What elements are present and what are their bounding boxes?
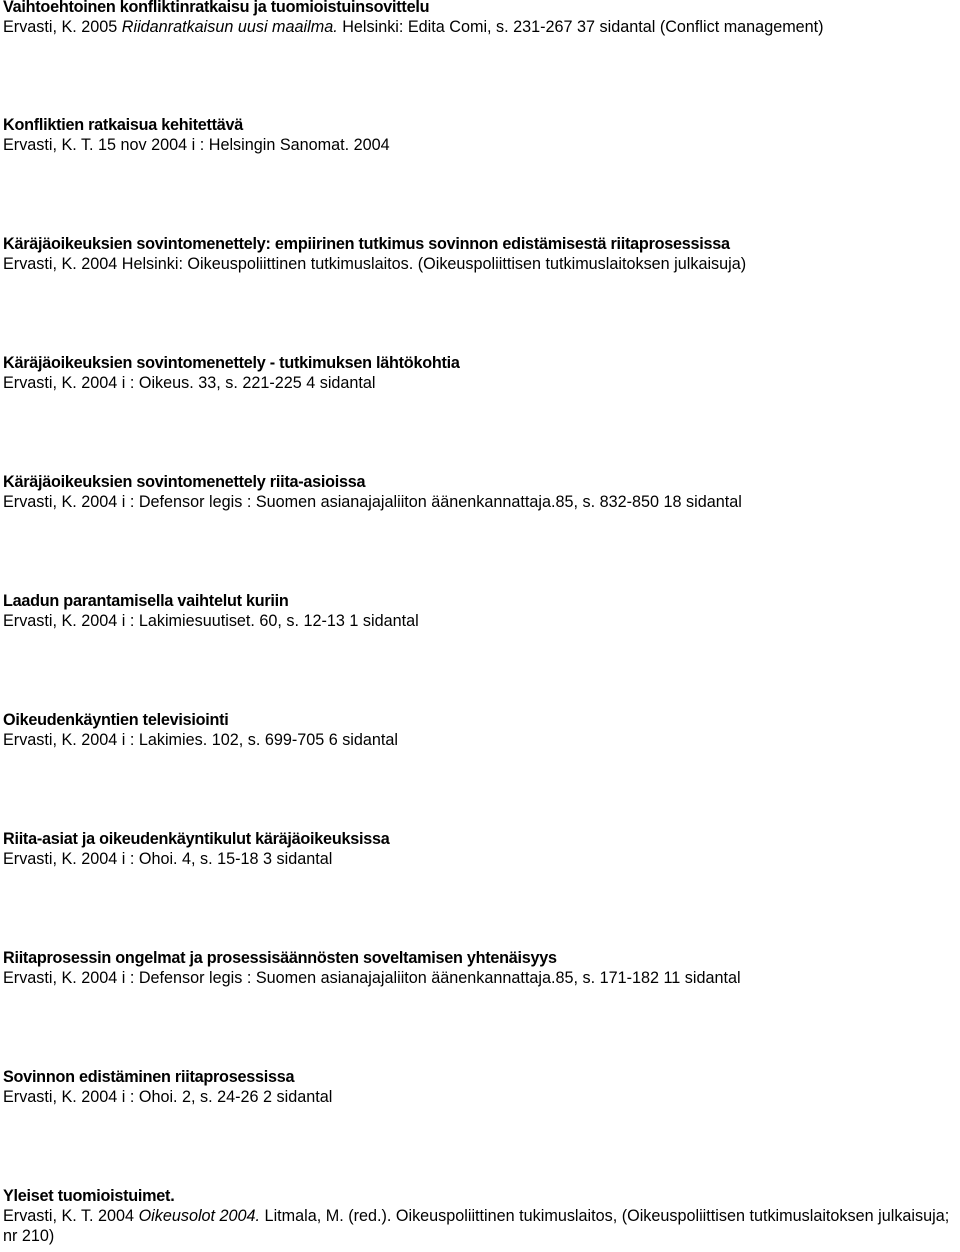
citation-details: Litmala, M. (red.). Oikeuspoliittinen tukimuslaitos, (Oikeuspoliittisen tutkimuslaitoksen julkaisuja; nr 210) xyxy=(3,1207,950,1245)
publication-title: Konfliktien ratkaisua kehitettävä xyxy=(3,116,244,134)
publication-title: Riita-asiat ja oikeudenkäyntikulut käräjäoikeuksissa xyxy=(3,830,390,848)
publication-citation: Ervasti, K. 2004 i : Lakimies. 102, s. 699-705 6 sidantal xyxy=(3,731,399,749)
publication-citation: Ervasti, K. 2004 Helsinki: Oikeuspoliittinen tutkimuslaitos. (Oikeuspoliittisen tutkimuslaitoksen julkaisuja) xyxy=(3,255,747,273)
publication-title: Käräjäoikeuksien sovintomenettely - tutkimuksen lähtökohtia xyxy=(3,354,460,372)
publication-entry xyxy=(3,1186,958,1246)
citation-author-year: Ervasti, K. 2005 xyxy=(3,18,122,36)
publication-title: Vaihtoehtoinen konfliktinratkaisu ja tuomioistuinsovittelu xyxy=(3,0,430,16)
publication-title: Riitaprosessin ongelmat ja prosessisäännösten soveltamisen yhtenäisyys xyxy=(3,949,557,967)
citation-book-title: Oikeusolot 2004. xyxy=(138,1207,261,1225)
publication-title: Käräjäoikeuksien sovintomenettely riita-asioissa xyxy=(3,473,366,491)
publication-citation: Ervasti, K. 2004 i : Lakimiesuutiset. 60, s. 12-13 1 sidantal xyxy=(3,612,419,630)
publication-title: Yleiset tuomioistuimet. xyxy=(3,1187,175,1205)
publication-title: Oikeudenkäyntien televisiointi xyxy=(3,711,229,729)
publication-citation: Ervasti, K. 2004 i : Oikeus. 33, s. 221-225 4 sidantal xyxy=(3,374,376,392)
publication-entry xyxy=(3,948,958,988)
publication-entry xyxy=(3,472,958,512)
publication-entry xyxy=(3,591,958,631)
publication-entry xyxy=(3,234,958,274)
publication-citation xyxy=(3,17,958,37)
citation-author-year: Ervasti, K. T. 2004 xyxy=(3,1207,139,1225)
publication-citation: Ervasti, K. 2004 i : Ohoi. 2, s. 24-26 2 sidantal xyxy=(3,1088,333,1106)
publication-entry xyxy=(3,1067,958,1107)
publication-citation xyxy=(3,1206,958,1246)
publication-title: Sovinnon edistäminen riitaprosessissa xyxy=(3,1068,295,1086)
publication-entry xyxy=(3,710,958,750)
publication-entry xyxy=(3,0,958,37)
citation-details: Helsinki: Edita Comi, s. 231-267 37 sidantal (Conflict management) xyxy=(337,18,824,36)
publication-entry xyxy=(3,829,958,869)
citation-book-title: Riidanratkaisun uusi maailma. xyxy=(121,18,338,36)
publication-entry xyxy=(3,353,958,393)
publication-citation: Ervasti, K. T. 15 nov 2004 i : Helsingin Sanomat. 2004 xyxy=(3,136,390,154)
publication-entry xyxy=(3,115,958,155)
publication-citation: Ervasti, K. 2004 i : Ohoi. 4, s. 15-18 3 sidantal xyxy=(3,850,333,868)
publication-citation: Ervasti, K. 2004 i : Defensor legis : Suomen asianajajaliiton äänenkannattaja.85, s. 832-850 18 sidantal xyxy=(3,493,742,511)
publication-citation: Ervasti, K. 2004 i : Defensor legis : Suomen asianajajaliiton äänenkannattaja.85, s. 171-182 11 sidantal xyxy=(3,969,741,987)
publication-title: Laadun parantamisella vaihtelut kuriin xyxy=(3,592,289,610)
publication-title: Käräjäoikeuksien sovintomenettely: empiirinen tutkimus sovinnon edistämisestä riitaprosessissa xyxy=(3,235,730,253)
